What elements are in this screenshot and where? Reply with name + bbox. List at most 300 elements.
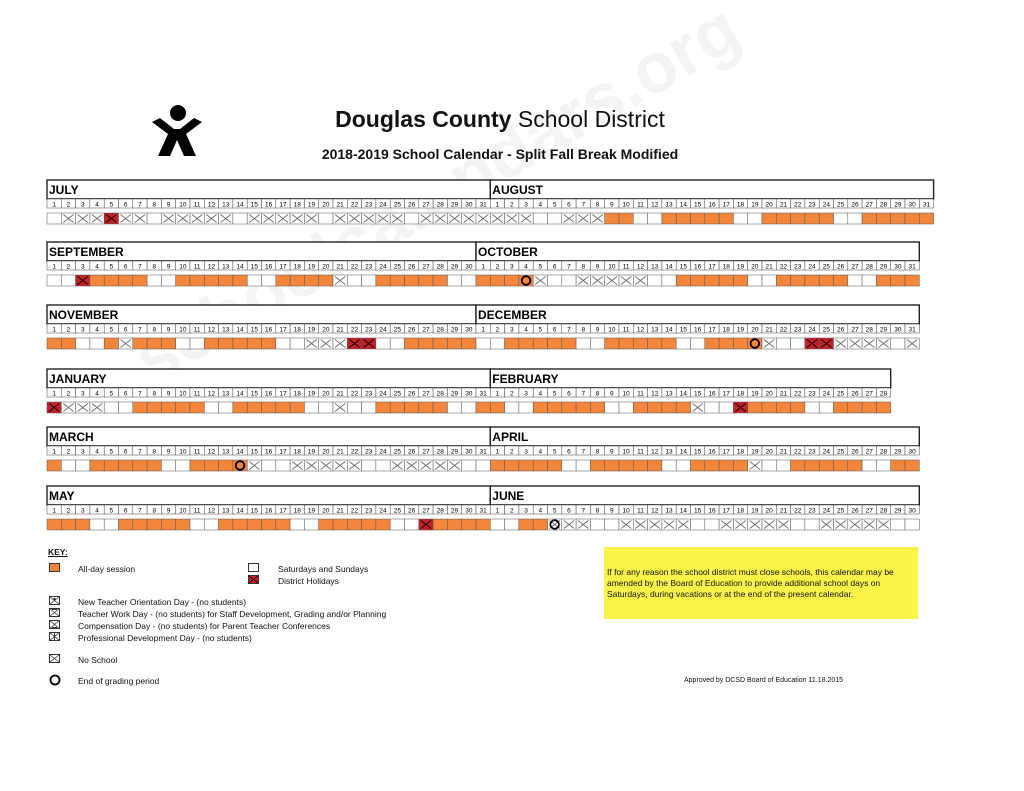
day-number: 6	[552, 263, 557, 271]
day-number: 9	[166, 326, 171, 334]
day-number: 9	[610, 507, 614, 515]
day-number: 27	[422, 201, 430, 209]
school-day-cell	[390, 402, 404, 413]
key-compensation: Compensation Day - (no students) for Parent Teacher Conferences	[78, 621, 331, 631]
day-number: 10	[622, 448, 630, 456]
school-day-cell	[119, 519, 133, 530]
weekend-cell	[876, 460, 890, 471]
day-number: 5	[552, 448, 557, 456]
weekend-cell	[204, 402, 218, 413]
weekend-cell	[590, 519, 604, 530]
school-day-cell	[533, 402, 547, 413]
weekend-cell	[791, 519, 805, 530]
school-day-cell	[262, 402, 276, 413]
day-number: 15	[250, 448, 258, 456]
school-day-cell	[519, 460, 533, 471]
weekend-cell	[633, 213, 647, 224]
school-day-cell	[147, 402, 161, 413]
weekend-cell	[462, 460, 476, 471]
school-day-cell	[133, 460, 147, 471]
day-number: 5	[109, 448, 114, 456]
school-day-cell	[119, 460, 133, 471]
day-number: 12	[651, 390, 659, 398]
weekend-cell	[90, 519, 104, 530]
day-number: 28	[879, 448, 888, 456]
school-day-cell	[605, 213, 619, 224]
day-number: 23	[365, 263, 373, 271]
day-number: 9	[166, 390, 171, 398]
day-number: 24	[379, 263, 387, 271]
day-number: 16	[265, 507, 273, 515]
school-day-cell	[119, 275, 133, 286]
day-number: 6	[123, 448, 128, 456]
day-number: 18	[736, 507, 745, 515]
day-number: 22	[350, 448, 359, 456]
school-day-cell	[705, 338, 719, 349]
day-number: 7	[138, 201, 142, 209]
day-number: 22	[350, 201, 359, 209]
school-day-cell	[676, 213, 690, 224]
day-number: 16	[265, 201, 273, 209]
day-number: 1	[52, 201, 56, 209]
day-number: 15	[694, 448, 702, 456]
key-prof-dev: Professional Development Day - (no students)	[78, 633, 252, 643]
school-day-cell	[719, 275, 733, 286]
day-number: 21	[765, 326, 773, 334]
school-day-cell	[791, 213, 805, 224]
day-number: 30	[894, 263, 902, 271]
day-number: 14	[679, 507, 687, 515]
day-number: 17	[722, 448, 730, 456]
weekend-cell	[905, 519, 919, 530]
school-day-cell	[905, 275, 919, 286]
school-day-cell	[648, 460, 662, 471]
day-number: 18	[736, 390, 745, 398]
school-day-cell	[590, 402, 604, 413]
school-day-cell	[505, 338, 519, 349]
school-day-cell	[490, 402, 504, 413]
day-number: 14	[679, 390, 687, 398]
day-number: 28	[436, 390, 444, 398]
weekend-cell	[619, 402, 633, 413]
day-number: 25	[393, 448, 401, 456]
day-number: 4	[95, 448, 99, 456]
month-name: MAY	[49, 489, 75, 503]
day-number: 16	[708, 201, 716, 209]
day-number: 6	[567, 507, 571, 515]
school-day-cell	[805, 460, 819, 471]
day-number: 10	[622, 507, 630, 515]
work-day-icon	[49, 608, 60, 617]
school-day-cell	[233, 519, 247, 530]
day-number: 21	[779, 390, 788, 398]
day-number: 17	[722, 201, 730, 209]
weekend-cell	[290, 519, 304, 530]
weekend-cell	[548, 275, 562, 286]
day-number: 16	[708, 448, 716, 456]
school-day-cell	[819, 275, 833, 286]
day-number: 11	[637, 448, 644, 456]
month-name: FEBRUARY	[492, 372, 559, 386]
day-number: 18	[293, 263, 301, 271]
day-number: 22	[794, 507, 802, 515]
weekend-cell	[562, 275, 576, 286]
day-number: 17	[279, 507, 287, 515]
school-day-cell	[733, 275, 747, 286]
day-number: 24	[822, 201, 830, 209]
weekend-cell	[834, 213, 848, 224]
school-day-cell	[233, 402, 247, 413]
school-day-cell	[533, 460, 547, 471]
day-number: 9	[610, 201, 614, 209]
school-day-cell	[791, 275, 805, 286]
day-number: 5	[109, 390, 114, 398]
school-day-cell	[648, 338, 662, 349]
day-number: 15	[679, 263, 687, 271]
month-name: OCTOBER	[478, 245, 538, 259]
day-number: 3	[509, 326, 514, 334]
day-number: 11	[637, 507, 644, 515]
weekend-cell	[47, 275, 61, 286]
day-number: 6	[123, 201, 128, 209]
day-number: 28	[865, 263, 873, 271]
school-day-cell	[161, 402, 175, 413]
school-day-cell	[876, 213, 890, 224]
day-number: 6	[567, 201, 571, 209]
weekend-cell	[676, 460, 690, 471]
day-number: 12	[636, 263, 645, 271]
day-number: 3	[80, 263, 85, 271]
weekend-cell	[161, 275, 175, 286]
school-day-cell	[805, 275, 819, 286]
day-number: 10	[622, 390, 630, 398]
day-number: 17	[722, 390, 730, 398]
weekend-cell	[648, 275, 662, 286]
day-number: 17	[279, 326, 287, 334]
key-work-day: Teacher Work Day - (no students) for Staff Development, Grading and/or Planning	[78, 609, 387, 619]
day-number: 29	[450, 390, 459, 398]
key-orientation: New Teacher Orientation Day - (no students)	[78, 597, 247, 607]
day-number: 12	[651, 201, 659, 209]
weekend-cell	[190, 519, 204, 530]
day-number: 19	[751, 201, 759, 209]
day-number: 23	[365, 326, 373, 334]
day-number: 10	[179, 507, 187, 515]
day-number: 18	[293, 201, 301, 209]
weekend-cell	[47, 213, 61, 224]
day-number: 2	[509, 507, 514, 515]
day-number: 10	[179, 390, 187, 398]
day-number: 26	[851, 448, 859, 456]
day-number: 8	[595, 201, 600, 209]
orientation-icon	[49, 596, 60, 605]
school-day-cell	[219, 460, 233, 471]
school-day-cell	[476, 275, 490, 286]
weekend-cell	[319, 213, 333, 224]
day-number: 11	[193, 201, 201, 209]
school-day-cell	[748, 402, 762, 413]
weekend-cell	[204, 519, 218, 530]
day-number: 3	[524, 390, 528, 398]
school-day-cell	[61, 338, 75, 349]
day-number: 13	[651, 263, 659, 271]
weekend-cell	[662, 460, 676, 471]
day-number: 12	[207, 201, 216, 209]
school-day-cell	[47, 519, 61, 530]
month-name: JANUARY	[49, 372, 107, 386]
school-day-cell	[562, 402, 576, 413]
month-header-october	[476, 242, 919, 261]
school-day-cell	[862, 213, 876, 224]
day-number: 7	[581, 448, 586, 456]
school-day-cell	[805, 213, 819, 224]
school-day-cell	[347, 519, 361, 530]
day-number: 19	[307, 448, 316, 456]
day-number: 20	[751, 263, 759, 271]
weekend-cell	[891, 519, 905, 530]
school-day-cell	[219, 338, 233, 349]
day-number: 23	[808, 201, 816, 209]
weekend-cell	[648, 213, 662, 224]
weekend-cell	[390, 338, 404, 349]
day-number: 28	[436, 326, 444, 334]
day-number: 14	[679, 448, 687, 456]
day-number: 26	[408, 326, 416, 334]
day-number: 16	[265, 263, 273, 271]
school-day-cell	[147, 519, 161, 530]
day-number: 2	[495, 326, 500, 334]
day-number: 6	[123, 390, 128, 398]
school-day-cell	[891, 460, 905, 471]
day-number: 1	[52, 448, 56, 456]
day-number: 8	[595, 390, 600, 398]
day-number: 4	[538, 448, 543, 456]
day-number: 2	[495, 263, 500, 271]
day-number: 22	[350, 326, 359, 334]
day-number: 21	[779, 201, 788, 209]
day-number: 22	[350, 507, 359, 515]
weekend-cell	[533, 213, 547, 224]
weekend-cell	[691, 519, 705, 530]
day-number: 26	[408, 263, 416, 271]
day-number: 23	[794, 326, 802, 334]
day-number: 1	[52, 390, 56, 398]
weekend-cell	[862, 460, 876, 471]
day-number: 6	[123, 507, 128, 515]
school-day-cell	[662, 402, 676, 413]
day-number: 11	[622, 263, 630, 271]
day-number: 31	[479, 448, 487, 456]
day-number: 26	[408, 390, 416, 398]
school-day-cell	[104, 460, 118, 471]
day-number: 6	[123, 326, 128, 334]
weekend-cell	[376, 460, 390, 471]
school-day-cell	[262, 519, 276, 530]
school-day-cell	[548, 460, 562, 471]
day-number: 10	[179, 326, 187, 334]
day-number: 22	[794, 390, 802, 398]
weekend-cell	[176, 338, 190, 349]
day-number: 30	[465, 448, 473, 456]
day-number: 6	[123, 263, 128, 271]
key-all-day: All-day session	[78, 564, 136, 574]
day-number: 1	[495, 448, 500, 456]
day-number: 11	[193, 448, 201, 456]
school-day-cell	[776, 275, 790, 286]
day-number: 24	[379, 326, 387, 334]
day-number: 24	[379, 448, 387, 456]
day-number: 12	[207, 263, 216, 271]
day-number: 28	[879, 507, 888, 515]
school-day-cell	[862, 402, 876, 413]
weekend-cell	[662, 275, 676, 286]
day-number: 4	[95, 507, 99, 515]
day-number: 4	[95, 263, 99, 271]
day-number: 22	[350, 263, 359, 271]
day-number: 29	[450, 326, 459, 334]
day-number: 3	[524, 201, 528, 209]
school-day-cell	[90, 275, 104, 286]
weekend-cell	[147, 275, 161, 286]
day-number: 29	[879, 326, 888, 334]
day-number: 12	[651, 507, 659, 515]
weekend-cell	[519, 402, 533, 413]
weekend-cell	[304, 402, 318, 413]
day-number: 2	[509, 390, 514, 398]
month-name: DECEMBER	[478, 308, 547, 322]
day-number: 4	[95, 326, 99, 334]
day-number: 30	[465, 201, 473, 209]
day-number: 1	[495, 390, 500, 398]
day-number: 13	[665, 448, 673, 456]
day-number: 16	[694, 263, 702, 271]
day-number: 1	[481, 326, 485, 334]
weekend-cell	[676, 338, 690, 349]
school-day-cell	[905, 460, 919, 471]
day-number: 9	[166, 263, 171, 271]
month-name: MARCH	[49, 430, 94, 444]
weekend-cell	[405, 519, 419, 530]
day-number: 15	[250, 326, 258, 334]
day-number: 5	[552, 201, 557, 209]
school-day-cell	[262, 338, 276, 349]
day-number: 15	[250, 390, 258, 398]
school-day-cell	[633, 338, 647, 349]
school-day-cell	[376, 275, 390, 286]
day-number: 21	[336, 263, 344, 271]
day-number: 10	[179, 201, 187, 209]
weekend-cell	[76, 338, 90, 349]
key-weekends: Saturdays and Sundays	[278, 564, 369, 574]
school-day-cell	[619, 338, 633, 349]
day-number: 18	[736, 448, 745, 456]
day-number: 15	[679, 326, 687, 334]
school-day-cell	[476, 402, 490, 413]
weekend-cell	[848, 213, 862, 224]
day-number: 23	[365, 448, 373, 456]
weekend-cell	[376, 338, 390, 349]
day-number: 12	[651, 448, 659, 456]
school-day-cell	[276, 519, 290, 530]
day-number: 5	[109, 507, 114, 515]
day-number: 9	[610, 448, 614, 456]
day-number: 20	[322, 326, 330, 334]
day-number: 15	[694, 507, 702, 515]
school-day-cell	[233, 275, 247, 286]
weekend-cell	[276, 460, 290, 471]
day-number: 8	[152, 390, 157, 398]
weekend-cell	[76, 460, 90, 471]
school-day-cell	[819, 213, 833, 224]
weekend-cell	[762, 275, 776, 286]
day-number: 29	[894, 507, 902, 515]
day-number: 21	[336, 507, 344, 515]
day-number: 22	[794, 448, 802, 456]
school-day-cell	[133, 275, 147, 286]
weekend-cell	[776, 338, 790, 349]
weekend-cell	[705, 519, 719, 530]
day-number: 11	[193, 390, 201, 398]
month-header-march	[47, 427, 490, 446]
day-number: 3	[509, 263, 514, 271]
day-number: 23	[794, 263, 802, 271]
day-number: 16	[265, 326, 273, 334]
day-number: 26	[408, 507, 416, 515]
prof-dev-icon	[49, 632, 60, 641]
school-day-cell	[161, 519, 175, 530]
day-number: 19	[751, 507, 759, 515]
weekend-cell	[476, 338, 490, 349]
day-number: 7	[138, 507, 142, 515]
day-number: 27	[851, 326, 859, 334]
school-day-cell	[204, 275, 218, 286]
day-number: 1	[481, 263, 485, 271]
day-number: 20	[322, 263, 330, 271]
weekend-cell	[447, 275, 461, 286]
day-number: 24	[822, 390, 830, 398]
school-day-cell	[433, 519, 447, 530]
weekend-cell	[262, 275, 276, 286]
day-number: 31	[479, 201, 487, 209]
day-number: 25	[822, 326, 830, 334]
weekend-cell	[891, 338, 905, 349]
day-number: 25	[393, 507, 401, 515]
day-number: 20	[322, 390, 330, 398]
school-day-cell	[462, 338, 476, 349]
weekend-cell	[691, 338, 705, 349]
day-number: 16	[708, 390, 716, 398]
day-number: 24	[808, 263, 816, 271]
day-number: 25	[393, 326, 401, 334]
school-day-cell	[676, 402, 690, 413]
day-number: 3	[80, 448, 85, 456]
day-number: 17	[279, 390, 287, 398]
school-day-cell	[405, 338, 419, 349]
day-number: 17	[708, 263, 716, 271]
day-number: 23	[365, 201, 373, 209]
day-number: 9	[166, 201, 171, 209]
day-number: 16	[265, 390, 273, 398]
weekend-cell	[505, 519, 519, 530]
day-number: 7	[581, 507, 586, 515]
day-number: 18	[736, 201, 745, 209]
day-number: 22	[779, 326, 788, 334]
school-day-cell	[876, 402, 890, 413]
weekend-cell	[61, 460, 75, 471]
day-number: 26	[851, 201, 859, 209]
day-number: 19	[307, 326, 316, 334]
day-number: 29	[894, 201, 902, 209]
